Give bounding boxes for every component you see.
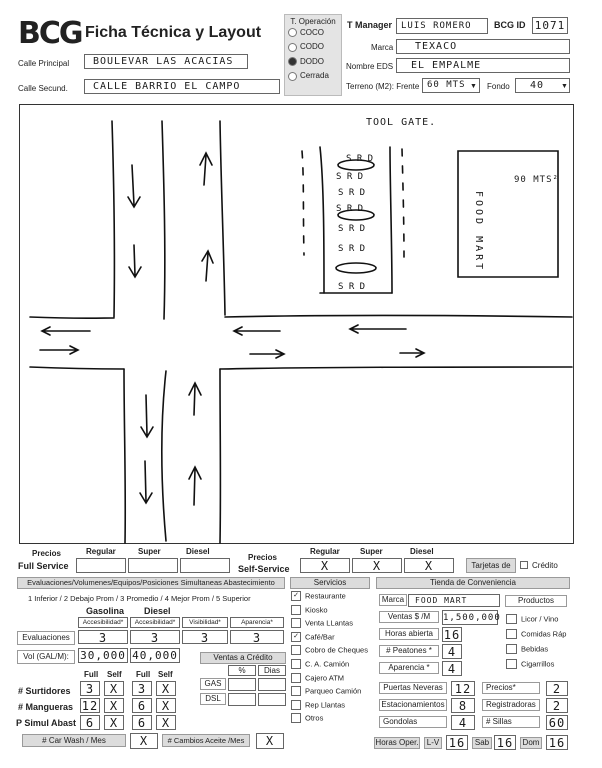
servicio-item[interactable]: [291, 591, 346, 603]
servicio-label: Restaurante: [305, 591, 346, 601]
precios-self-header-regular: Regular: [310, 547, 340, 556]
checkbox-icon[interactable]: [291, 618, 301, 628]
psimul-label: P Simul Abast: [16, 718, 77, 728]
svg-text:S R D: S R D: [336, 172, 364, 182]
t-op-cerrada[interactable]: [288, 71, 341, 80]
arrow-down-icon: [129, 245, 141, 277]
precios-self-label: Precios: [248, 553, 277, 562]
puertas-neveras-label: Puertas Neveras: [379, 682, 447, 694]
t-manager-label: T Manager: [347, 20, 393, 30]
sab-label: Sab: [472, 737, 492, 749]
area-label: 90 MTS²: [514, 175, 559, 185]
full-regular-field[interactable]: [76, 558, 126, 573]
precios-full-label: Precios: [32, 549, 61, 558]
accesibilidad-diesel-header: Accesibilidad*: [130, 617, 180, 628]
arrow-up-icon: [189, 467, 201, 505]
self-super-field[interactable]: X: [352, 558, 402, 573]
radio-icon[interactable]: [288, 43, 297, 52]
surtidores-self-diesel[interactable]: X: [156, 681, 176, 696]
dsl-label: DSL: [200, 693, 226, 705]
peatones-label: # Peatones *: [379, 645, 439, 657]
gasolina-label: Gasolina: [86, 606, 125, 616]
svg-text:S R D: S R D: [338, 282, 366, 292]
visibilidad-header: Visibilidad*: [182, 617, 228, 628]
psimul-self-gas[interactable]: X: [104, 715, 124, 730]
lv-field[interactable]: 16: [446, 735, 468, 750]
checkbox-checked-icon[interactable]: ✓: [291, 632, 301, 642]
dsl-dias-field[interactable]: [258, 693, 286, 706]
full-diesel-field[interactable]: [180, 558, 230, 573]
producto-label: Licor / Vino: [521, 614, 559, 624]
marca-field[interactable]: TEXACO: [396, 39, 570, 54]
self-diesel-field[interactable]: X: [404, 558, 454, 573]
t-op-coco[interactable]: [288, 28, 341, 37]
mangueras-label: # Mangueras: [18, 702, 74, 712]
fondo-field[interactable]: 40: [515, 78, 570, 93]
radio-icon[interactable]: [288, 28, 297, 37]
checkbox-icon[interactable]: [291, 673, 301, 683]
tienda-marca-field[interactable]: FOOD MART: [408, 594, 500, 607]
arrow-down-icon: [128, 165, 140, 207]
eval-accesibilidad-diesel[interactable]: 3: [130, 630, 180, 644]
servicio-item[interactable]: [291, 645, 368, 657]
psimul-self-diesel[interactable]: X: [156, 715, 176, 730]
terreno-label: Terreno (M2): Frente: [346, 82, 420, 91]
dom-field[interactable]: 16: [546, 735, 568, 750]
nombre-eds-label: Nombre EDS: [346, 62, 394, 71]
sketch-drawing: [20, 105, 575, 545]
arrow-right-icon: [400, 349, 424, 357]
aparencia-header: Aparencia*: [230, 617, 284, 628]
sab-field[interactable]: 16: [494, 735, 516, 750]
mangueras-full-diesel[interactable]: 6: [132, 698, 152, 713]
eval-visibilidad[interactable]: 3: [182, 630, 228, 644]
island-dashed-line: [402, 149, 404, 257]
road-line: [162, 121, 165, 319]
t-op-codo-label: CODO: [300, 42, 324, 52]
self-regular-field[interactable]: X: [300, 558, 350, 573]
arrow-left-icon: [234, 327, 280, 335]
peatones-field[interactable]: 4: [442, 644, 462, 659]
evaluaciones-section-title: Evaluaciones/Volumenes/Equipos/Posiciones Simultaneas Abastecimiento: [17, 577, 285, 589]
island-line: [390, 147, 392, 293]
servicio-label: Rep Llantas: [305, 700, 346, 710]
checkbox-icon[interactable]: [291, 605, 301, 615]
precios-self-label2: Self-Service: [238, 564, 290, 574]
tool-gate-label: TOOL GATE.: [366, 117, 437, 128]
servicio-label: Café/Bar: [305, 632, 335, 642]
servicio-label: Cajero ATM: [305, 673, 345, 683]
registradoras-label: Registradoras: [482, 699, 540, 711]
svg-text:S R D: S R D: [338, 224, 366, 234]
estacionamientos-field[interactable]: 8: [451, 698, 475, 713]
vol-label: Vol (GAL/M):: [17, 650, 75, 664]
precios-tienda-label: Precios*: [482, 682, 540, 694]
servicio-item[interactable]: [291, 632, 335, 644]
servicio-item[interactable]: [291, 686, 361, 698]
checkbox-icon[interactable]: [291, 645, 301, 655]
road-line: [124, 369, 125, 543]
servicio-label: Parqueo Camión: [305, 686, 362, 696]
mangueras-self-diesel[interactable]: X: [156, 698, 176, 713]
checkbox-icon[interactable]: [291, 713, 301, 723]
sillas-field[interactable]: 60: [546, 715, 568, 730]
ventas-label: Ventas $ /M: [379, 611, 439, 623]
cambios-aceite-label: # Cambios Aceite /Mes: [162, 734, 250, 747]
self-diesel-header: Self: [158, 670, 173, 679]
ventas-field[interactable]: 1,500,000: [442, 610, 498, 625]
t-op-coco-label: COCO: [300, 28, 324, 37]
checkbox-icon[interactable]: [291, 659, 301, 669]
frente-dropdown-icon[interactable]: ▼: [470, 83, 477, 90]
ventas-pct-header: %: [228, 665, 256, 676]
calle-principal-field[interactable]: BOULEVAR LAS ACACIAS: [84, 54, 248, 69]
servicio-item[interactable]: [291, 605, 328, 617]
fondo-dropdown-icon[interactable]: ▼: [561, 83, 568, 90]
servicio-label: C. A. Camión: [305, 659, 350, 669]
page-title: Ficha Técnica y Layout: [85, 24, 262, 41]
road-line: [30, 317, 114, 318]
full-gas-header: Full: [84, 670, 99, 679]
fondo-label: Fondo: [487, 82, 510, 91]
road-line: [220, 121, 225, 315]
surtidores-self-gas[interactable]: X: [104, 681, 124, 696]
tarjetas-button[interactable]: Tarjetas de: [466, 558, 516, 573]
lv-label: L-V: [424, 737, 442, 749]
island-line: [320, 147, 324, 293]
horas-abierta-label: Horas abierta: [379, 628, 439, 640]
precios-header-super: Super: [138, 547, 161, 556]
producto-item[interactable]: [506, 614, 558, 626]
puertas-neveras-field[interactable]: 12: [451, 681, 475, 696]
gas-pct-field[interactable]: [228, 678, 256, 691]
precios-tienda-field[interactable]: 2: [546, 681, 568, 696]
surtidores-label: # Surtidores: [18, 686, 71, 696]
surtidores-full-diesel[interactable]: 3: [132, 681, 152, 696]
svg-text:S R D: S R D: [346, 154, 374, 164]
gas-dias-field[interactable]: [258, 678, 286, 691]
ventas-credito-title: Ventas a Crédito: [200, 652, 286, 664]
precios-self-header-diesel: Diesel: [410, 547, 434, 556]
apariencia-label: Aparencia *: [379, 662, 439, 674]
calle-secund-field[interactable]: CALLE BARRIO EL CAMPO: [84, 79, 280, 94]
psimul-full-gas[interactable]: 6: [80, 715, 100, 730]
apariencia-field[interactable]: 4: [442, 661, 462, 676]
self-gas-header: Self: [107, 670, 122, 679]
servicio-item[interactable]: [291, 700, 345, 712]
food-mart-label: FOOD MART: [473, 191, 484, 273]
servicio-item[interactable]: [291, 713, 323, 725]
bcg-id-label: BCG ID: [494, 20, 526, 30]
marca-label: Marca: [371, 43, 394, 52]
arrow-left-icon: [42, 327, 90, 335]
svg-text:S R D: S R D: [336, 204, 364, 214]
gas-label: GAS: [200, 678, 226, 690]
bcg-logo: BCG: [18, 16, 82, 51]
calle-secund-label: Calle Secund.: [18, 84, 68, 93]
gondolas-label: Gondolas: [379, 716, 447, 728]
t-op-cerrada-label: Cerrada: [300, 71, 329, 81]
nombre-eds-field[interactable]: EL EMPALME: [396, 58, 570, 73]
vol-diesel-field[interactable]: 40,000: [130, 648, 180, 663]
t-op-dodo[interactable]: [288, 57, 341, 66]
radio-icon[interactable]: [288, 72, 297, 81]
cambios-aceite-field[interactable]: X: [256, 733, 284, 749]
tienda-marca-label: Marca: [379, 594, 407, 606]
arrow-up-icon: [200, 153, 212, 185]
t-operacion-group: [284, 14, 342, 96]
arrow-left-icon: [350, 325, 406, 333]
accesibilidad-gas-header: Accesibilidad*: [78, 617, 128, 628]
radio-checked-icon[interactable]: [288, 57, 297, 66]
arrow-up-icon: [189, 383, 201, 415]
arrow-up-icon: [202, 251, 213, 281]
bcg-id-field[interactable]: 1071: [532, 17, 568, 34]
precios-self-header-super: Super: [360, 547, 383, 556]
t-manager-field[interactable]: LUIS ROMERO: [396, 18, 488, 34]
precios-full-label2: Full Service: [18, 561, 69, 571]
producto-label: Comidas Ráp: [521, 629, 567, 639]
credito-checkbox[interactable]: [520, 561, 528, 569]
psimul-full-diesel[interactable]: 6: [132, 715, 152, 730]
svg-text:S R D: S R D: [338, 244, 366, 254]
checkbox-checked-icon[interactable]: ✓: [291, 591, 301, 601]
sillas-label: # Sillas: [482, 716, 540, 728]
t-operacion-label: T. Operación: [290, 17, 336, 26]
horas-oper-label: Horas Oper.: [375, 738, 419, 747]
layout-sketch-area[interactable]: [19, 104, 574, 544]
registradoras-field[interactable]: 2: [546, 698, 568, 713]
arrow-right-icon: [250, 350, 284, 358]
producto-label: Bebidas: [521, 644, 549, 654]
checkbox-icon[interactable]: [506, 629, 517, 639]
arrow-right-icon: [40, 346, 78, 354]
credito-label: Crédito: [532, 561, 558, 570]
servicio-label: Venta LLantas: [305, 618, 353, 628]
estacionamientos-label: Estacionamientos: [379, 699, 447, 711]
island-dashed-line: [302, 151, 304, 255]
servicio-item[interactable]: [291, 618, 353, 630]
t-op-codo[interactable]: [288, 42, 341, 51]
mangueras-full-gas[interactable]: 12: [81, 699, 99, 713]
precios-header-diesel: Diesel: [186, 547, 210, 556]
evaluaciones-label: Evaluaciones: [17, 631, 75, 645]
dsl-pct-field[interactable]: [228, 693, 256, 706]
servicios-section-title: Servicios: [290, 577, 370, 589]
tienda-section-title: Tienda de Conveniencia: [376, 577, 570, 589]
car-wash-label: # Car Wash / Mes: [22, 734, 126, 747]
car-wash-field[interactable]: X: [130, 733, 158, 749]
road-line: [162, 371, 166, 541]
productos-title: Productos: [505, 595, 567, 607]
checkbox-icon[interactable]: [291, 686, 301, 696]
svg-text:S R D: S R D: [338, 188, 366, 198]
pump-icon: [336, 263, 376, 273]
full-diesel-header: Full: [136, 670, 151, 679]
servicio-item[interactable]: [291, 659, 349, 671]
producto-item[interactable]: [506, 659, 554, 671]
checkbox-icon[interactable]: [506, 644, 517, 654]
road-line: [225, 316, 572, 318]
eval-aparencia[interactable]: 3: [230, 630, 284, 644]
producto-item[interactable]: [506, 644, 548, 656]
road-line: [30, 367, 124, 369]
eval-accesibilidad-gas[interactable]: 3: [78, 630, 128, 644]
dom-label: Dom: [520, 737, 542, 749]
surtidores-full-gas[interactable]: 3: [80, 681, 100, 696]
frente-field[interactable]: 60 MTS: [422, 78, 480, 93]
scale-legend: 1 Inferior / 2 Debajo Prom / 3 Promedio / 4 Mejor Prom / 5 Superior: [28, 594, 251, 603]
precios-header-regular: Regular: [86, 547, 116, 556]
checkbox-icon[interactable]: [506, 659, 517, 669]
t-op-dodo-label: DODO: [300, 56, 324, 66]
checkbox-icon[interactable]: [291, 700, 301, 710]
road-line: [220, 367, 572, 369]
horas-abierta-field[interactable]: 16: [443, 628, 461, 642]
servicio-label: Kiosko: [305, 605, 328, 615]
servicio-label: Cobro de Cheques: [305, 645, 368, 655]
servicio-label: Otros: [305, 713, 324, 723]
producto-item[interactable]: [506, 629, 566, 641]
full-super-field[interactable]: [128, 558, 178, 573]
vol-gasolina-field[interactable]: 30,000: [78, 648, 128, 663]
gondolas-field[interactable]: 4: [451, 715, 475, 730]
arrow-down-icon: [140, 461, 152, 503]
diesel-col-label: Diesel: [144, 606, 171, 616]
servicio-item[interactable]: [291, 673, 344, 685]
checkbox-icon[interactable]: [506, 614, 517, 624]
mangueras-self-gas[interactable]: X: [104, 698, 124, 713]
ventas-dias-header: Dias: [258, 665, 286, 676]
producto-label: Cigarrillos: [521, 659, 555, 669]
calle-principal-label: Calle Principal: [18, 59, 70, 68]
arrow-down-icon: [141, 395, 153, 437]
road-line: [112, 121, 114, 317]
